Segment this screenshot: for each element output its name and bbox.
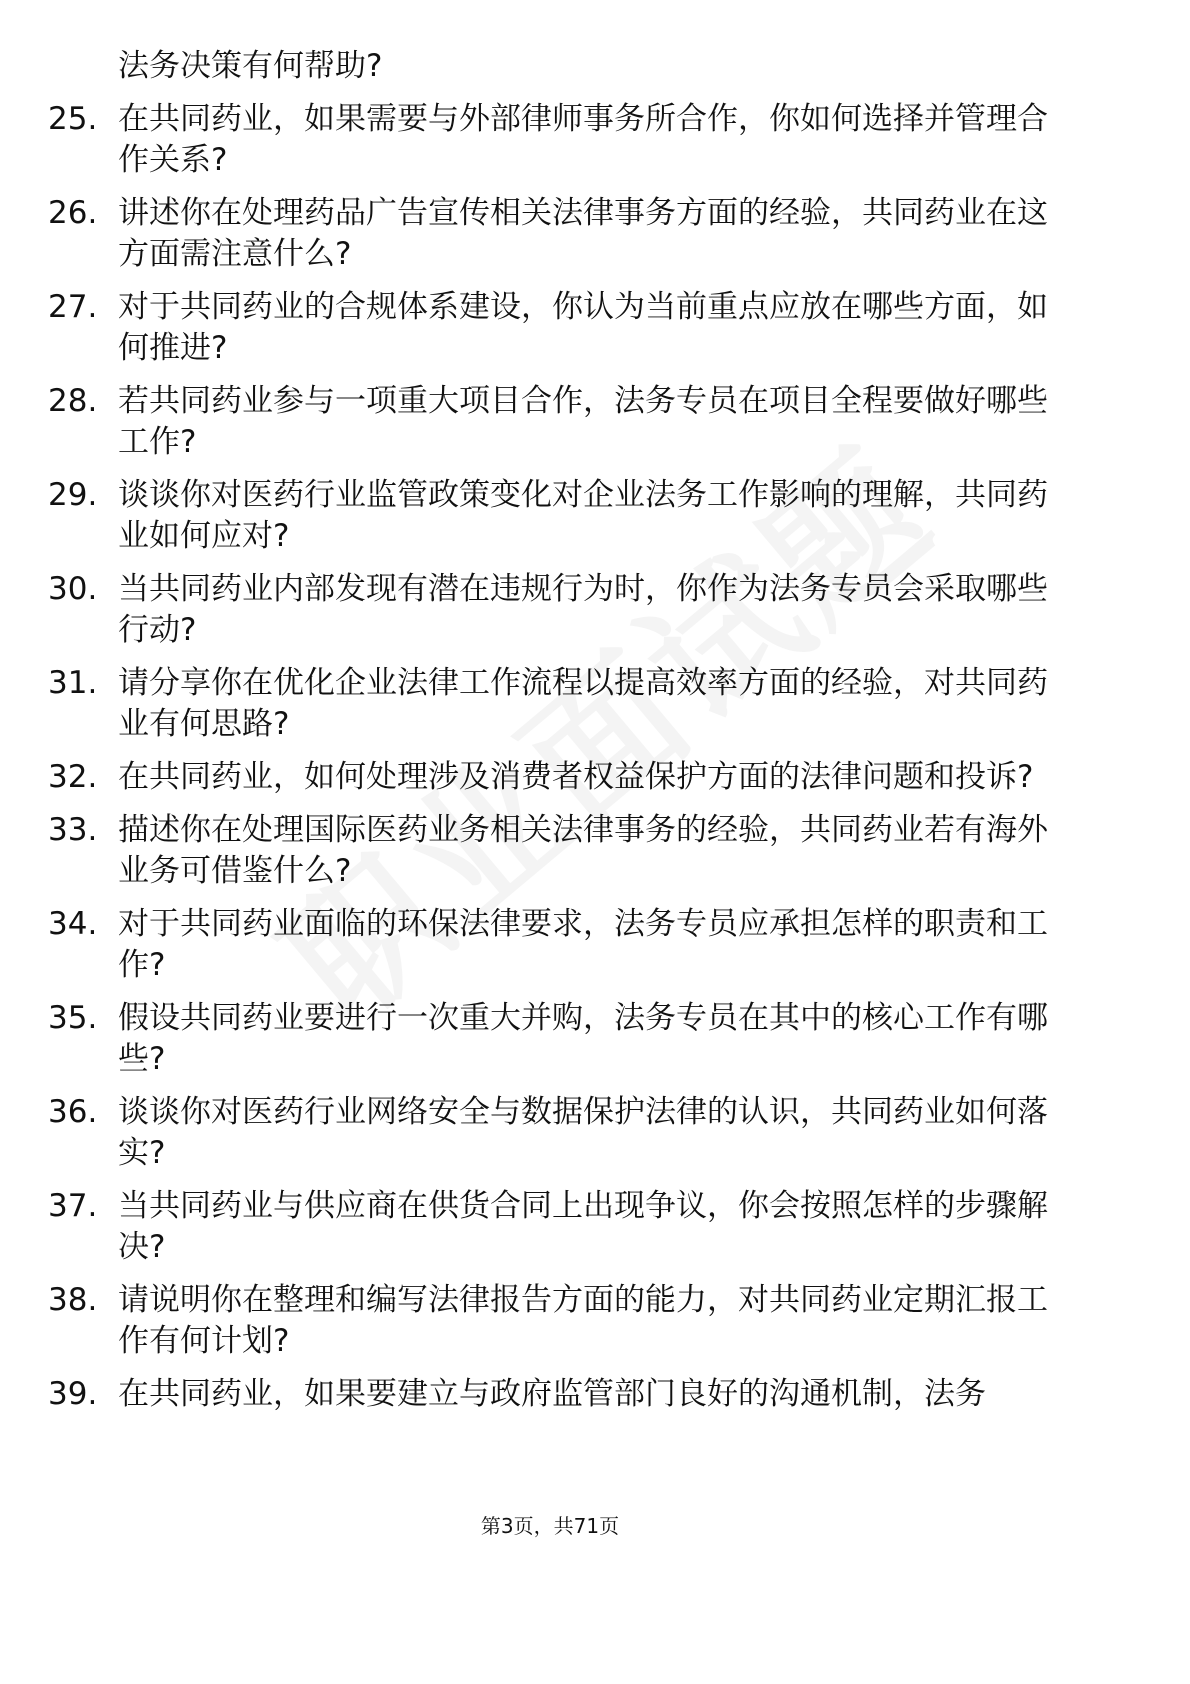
question-item [48,1092,1048,1174]
question-item [48,1280,1048,1362]
question-item [48,569,1048,651]
question-item [48,475,1048,557]
question-number: 36. [48,1094,98,1130]
page-footer: 第3页，共71页 [480,1514,620,1538]
question-item [48,810,1048,892]
question-text: 对于共同药业的合规体系建设，你认为当前重点应放在哪些方面，如何推进? [118,289,1048,366]
question-text: 请分享你在优化企业法律工作流程以提高效率方面的经验，对共同药业有何思路? [118,665,1048,742]
question-text: 描述你在处理国际医药业务相关法律事务的经验，共同药业若有海外业务可借鉴什么? [118,812,1048,889]
question-text: 在共同药业，如果需要与外部律师事务所合作，你如何选择并管理合作关系? [118,101,1048,178]
question-number: 34. [48,906,98,942]
question-item [48,1186,1048,1268]
question-item [48,99,1048,181]
question-number: 39. [48,1376,98,1412]
question-number: 35. [48,1000,98,1036]
question-number: 30. [48,571,98,607]
question-number: 28. [48,383,98,419]
question-item [48,998,1048,1080]
question-item [48,904,1048,986]
question-item [48,757,1048,798]
question-item [48,1374,1048,1415]
question-item [48,381,1048,463]
question-text: 若共同药业参与一项重大项目合作，法务专员在项目全程要做好哪些工作? [118,383,1048,460]
question-item [48,287,1048,369]
question-number: 25. [48,101,98,137]
question-list [48,46,1048,1427]
question-text: 讲述你在处理药品广告宣传相关法律事务方面的经验，共同药业在这方面需注意什么? [118,195,1048,272]
question-number: 31. [48,665,98,701]
question-number: 32. [48,759,98,795]
question-text: 在共同药业，如何处理涉及消费者权益保护方面的法律问题和投诉? [118,759,1034,795]
question-text: 对于共同药业面临的环保法律要求，法务专员应承担怎样的职责和工作? [118,906,1048,983]
question-text: 请说明你在整理和编写法律报告方面的能力，对共同药业定期汇报工作有何计划? [118,1282,1048,1359]
question-item [48,663,1048,745]
question-continuation [48,46,1048,87]
question-text: 当共同药业内部发现有潜在违规行为时，你作为法务专员会采取哪些行动? [118,571,1048,648]
question-number: 26. [48,195,98,231]
question-text: 假设共同药业要进行一次重大并购，法务专员在其中的核心工作有哪些? [118,1000,1048,1077]
question-text: 当共同药业与供应商在供货合同上出现争议，你会按照怎样的步骤解决? [118,1188,1048,1265]
question-number: 37. [48,1188,98,1224]
question-number: 33. [48,812,98,848]
question-item [48,193,1048,275]
question-number: 27. [48,289,98,325]
question-number: 29. [48,477,98,513]
question-text: 在共同药业，如果要建立与政府监管部门良好的沟通机制，法务 [118,1376,986,1412]
question-number: 38. [48,1282,98,1318]
question-text: 谈谈你对医药行业监管政策变化对企业法务工作影响的理解，共同药业如何应对? [118,477,1048,554]
question-text: 谈谈你对医药行业网络安全与数据保护法律的认识，共同药业如何落实? [118,1094,1048,1171]
question-text: 法务决策有何帮助? [118,48,383,84]
